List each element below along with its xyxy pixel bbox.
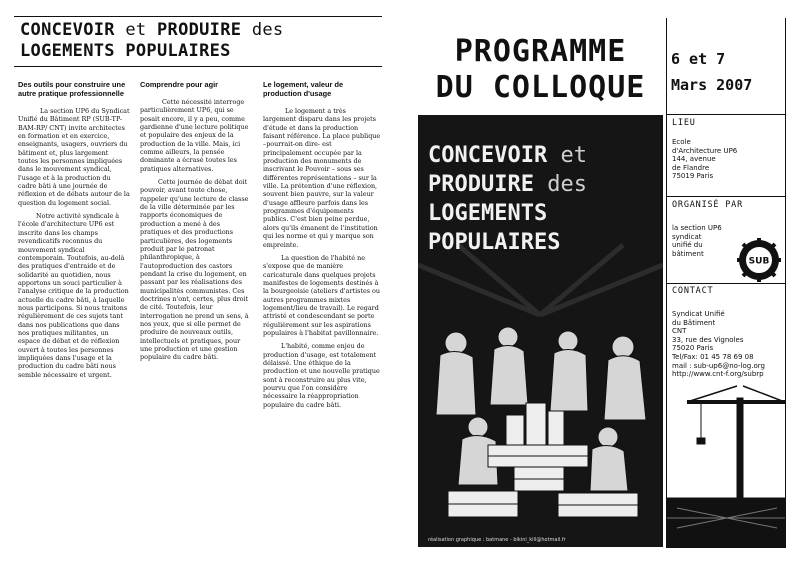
contact-info	[672, 310, 765, 379]
contact-line: CNT	[672, 327, 687, 336]
paragraph: Le logement a très largement disparu dans les projets d'étude et dans la production faisant référence. La place publique –pourrait-on dire- est principalement occupée par la production des monuments de inscrivant le Pouvoir – sous ses différentes représentations – sur la ville. La prétention d'une réflexion, souvent bien pauvre, sur la valeur d'usage affleure parfois dans les programmes d'équipements publics. C'est bien peine perdue, alors qu'ils émanent de l'institution qui les norme et qui y marque son empreinte.	[263, 107, 381, 249]
article-column-1	[18, 80, 130, 384]
programme-line-2: DU COLLOQUE	[435, 70, 646, 105]
info-sidebar	[666, 18, 786, 548]
graphic-credit: réalisation graphique : batmane - bikini_kill@hotmail.fr	[428, 537, 566, 543]
programme-line-1: PROGRAMME	[454, 34, 627, 69]
column-body	[140, 98, 252, 362]
header-rule-bottom	[14, 66, 382, 67]
poster-concevoir: CONCEVOIR	[428, 143, 548, 168]
paragraph: Cette nécessité interroge particulièrement UP6, qui se posait encore, il y a peu, comme gardienne d'une lecture politique et populaire des enjeux de la production de la ville. Mais, ici comme ailleurs, la pensée dominante a écrasé toutes les pratiques alternatives.	[140, 98, 249, 173]
contact-line: 75020 Paris	[672, 344, 714, 353]
address-line: de Flandre	[672, 163, 710, 172]
poster-title	[428, 141, 660, 257]
paragraph: L'habité, comme enjeu de production d'usage, est totalement délaissé. Une éthique de la production et une nouvelle pratique sont à reconstruire au plus vite, pourvu que l'on considère nécessaire la réappropriation populaire du cadre bâti.	[263, 342, 380, 409]
event-dates	[671, 46, 752, 98]
header-rule-top	[14, 16, 382, 17]
title-des: des	[251, 20, 284, 40]
organizer-line: unifié du	[672, 241, 703, 250]
article-column-3	[263, 80, 381, 414]
title-concevoir: CONCEVOIR	[20, 20, 115, 40]
organizer-line: bâtiment	[672, 249, 704, 258]
title-produire: PRODUIRE	[157, 20, 242, 40]
poster-produire: PRODUIRE	[428, 172, 534, 197]
column-heading: Le logement, valeur de production d'usage	[263, 80, 344, 98]
lieu-address	[672, 138, 737, 181]
address-line: d'Architecture UP6	[672, 146, 738, 155]
contact-email[interactable]: mail : sub-up6@no-log.org	[672, 361, 765, 370]
column-body	[18, 107, 130, 379]
poster-et: et	[560, 143, 587, 168]
section-divider	[667, 196, 785, 197]
paragraph: La section UP6 du Syndicat Unifié du Bâtiment RP (SUB-TP-BAM-RP/ CNT) invite architectes en formation et en exercice, enseignants, usagers, ouvriers du bâtiment et, plus largement toutes les personnes impliquées dans le mouvement syndical, l'usage et à la production du cadre bâti à une journée de réflexion et de débats autour de la question du logement social.	[18, 107, 130, 207]
sub-logo	[737, 238, 781, 282]
address-line: 144, avenue	[672, 155, 716, 164]
paragraph: Notre activité syndicale à l'école d'architecture UP6 est inscrite dans les champs revendicatifs reconnus du mouvement syndical contemporain. Toutefois, au-delà des pratiques d'entraide et de solidarité au quotidien, nous apportons un souci particulier à l'analyse critique de la production actuelle du cadre bâti, à laquelle nous participons. Si nous traitons régulièrement de ces sujets tant dans nos publications que dans nos pratiques militantes, un espace de débat et de réflexion ouvert à toutes les personnes impliquées dans l'usage et la production du cadre bâti nous semble nécessaire et urgent.	[18, 212, 129, 379]
dates-line-2: Mars 2007	[671, 76, 753, 94]
contact-line: du Bâtiment	[672, 318, 716, 327]
contact-line: 33, rue des Vignoles	[672, 335, 744, 344]
dates-line-1: 6 et 7	[671, 50, 726, 68]
right-page	[400, 0, 800, 568]
poster-des: des	[547, 172, 587, 197]
poster-illustration	[418, 115, 663, 547]
title-et: et	[125, 20, 147, 40]
address-line: 75019 Paris	[672, 172, 714, 181]
organise-par-label: ORGANISÉ PAR	[672, 200, 744, 210]
programme-title	[418, 34, 663, 106]
logo-text: SUB	[748, 256, 770, 267]
column-heading: Comprendre pour agir	[140, 80, 219, 89]
crane-illustration	[667, 378, 785, 548]
contact-label: CONTACT	[672, 286, 714, 296]
article-title	[20, 20, 390, 62]
poster-logements: LOGEMENTS	[428, 201, 548, 226]
organizer-line: syndicat	[672, 232, 702, 241]
contact-line: Syndicat Unifié	[672, 310, 725, 318]
section-divider	[667, 114, 785, 115]
title-logements-populaires: LOGEMENTS POPULAIRES	[20, 41, 231, 61]
column-body	[263, 107, 381, 409]
organizer-line: la section UP6	[672, 224, 722, 232]
lieu-label: LIEU	[672, 118, 696, 128]
address-line: Ecole	[672, 138, 691, 146]
column-heading: Des outils pour construire une autre pratique professionnelle	[18, 80, 126, 98]
organizer-text	[672, 224, 742, 258]
poster-populaires: POPULAIRES	[428, 230, 561, 255]
paragraph: La question de l'habité ne s'expose que de manière caricaturale dans quelques projets manifestes de logements destinés à la bourgeoisie (ateliers d'artistes ou autres programmes mixtes logement/lieu de travail). Le regard attristé et condescendant se porte régulièrement sur les aspirations populaires à l'habitat pavillonnaire.	[263, 253, 381, 337]
article-column-2	[140, 80, 252, 367]
section-divider	[667, 283, 785, 284]
contact-website[interactable]: http://www.cnt-f.org/subrp	[672, 370, 764, 379]
contact-phone: Tel/Fax: 01 45 78 69 08	[672, 352, 754, 361]
paragraph: Cette journée de débat doit pouvoir, avant toute chose, rappeler qu'une lecture de classe de la ville déterminée par les rapports économiques de production a mené à des pratiques et des productions particulières, des logements produit par le patronat philanthropique, à l'autoproduction des castors pendant la crise du logement, en passant par les réalisations des municipalités communistes. Ces doctrines n'ont, certes, plus droit de cité. Toutefois, leur interrogation ne prend un sens, à nos yeux, que si elle permet de produire de nouveaux outils, intellectuels et pratiques, pour une production et une gestion populaire du cadre bâti.	[140, 178, 249, 362]
